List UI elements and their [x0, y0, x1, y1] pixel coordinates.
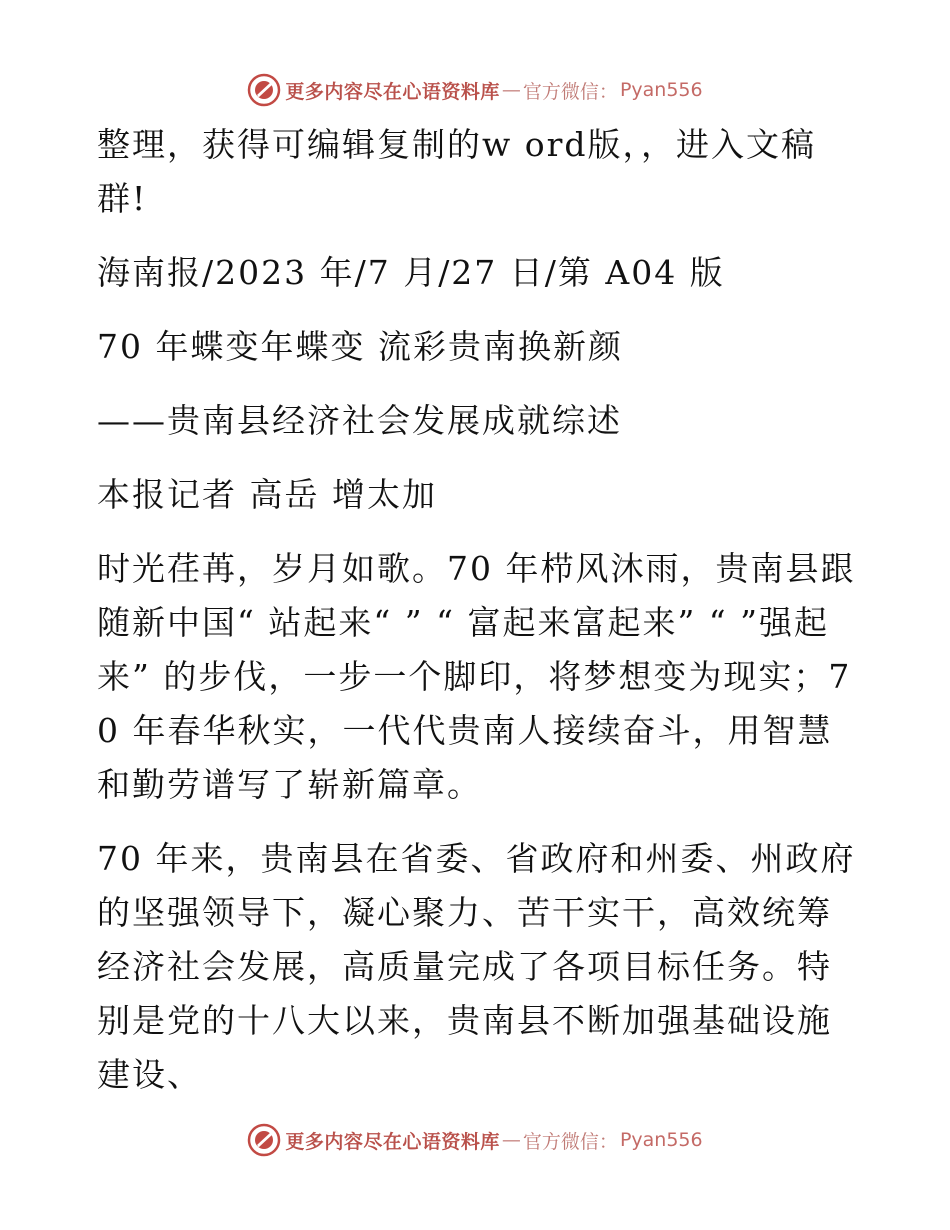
banner-wechat-id: Pyan556 [619, 1129, 703, 1151]
banner-separator: — [501, 79, 521, 101]
article-title: 70 年蝶变年蝶变 流彩贵南换新颜 [97, 327, 623, 366]
banner-wechat-label: 官方微信： [522, 80, 618, 103]
banner-main-text: 更多内容尽在心语资料库 [285, 1130, 500, 1153]
body-paragraph: 70 年来，贵南县在省委、省政府和州委、州政府的坚强领导下，凝心聚力、苦干实干，高效统筹经济社会发展，高质量完成了各项目标任务。特别是党的十八大以来，贵南县不断加强基础设施建设、 [97, 839, 856, 1094]
body-paragraph: 时光荏苒，岁月如歌。70 年栉风沐雨，贵南县跟随新中国“ 站起来“ ” “ 富起来富起来” “ ”强起来” 的步伐，一步一个脚印，将梦想变为现实；70 年春华秋实，一代代贵南人接续奋斗，用智慧和勤劳谱写了崭新篇章。 [97, 549, 856, 804]
banner-main-text: 更多内容尽在心语资料库 [285, 80, 500, 103]
banner-separator: — [501, 1129, 521, 1151]
article-subtitle: ——贵南县经济社会发展成就综述 [97, 401, 622, 440]
banner-wechat-label: 官方微信： [522, 1130, 618, 1153]
footer-watermark-banner [0, 1120, 950, 1160]
source-line: 海南报/2023 年/7 月/27 日/第 A04 版 [97, 253, 725, 292]
document-body [97, 118, 857, 1122]
header-watermark-banner [0, 70, 950, 110]
brand-logo-icon [247, 1123, 281, 1157]
byline: 本报记者 高岳 增太加 [97, 475, 437, 514]
intro-paragraph: 整理，获得可编辑复制的w ord版，，进入文稿群! [97, 125, 817, 218]
brand-logo-icon [247, 73, 281, 107]
banner-wechat-id: Pyan556 [619, 79, 703, 101]
